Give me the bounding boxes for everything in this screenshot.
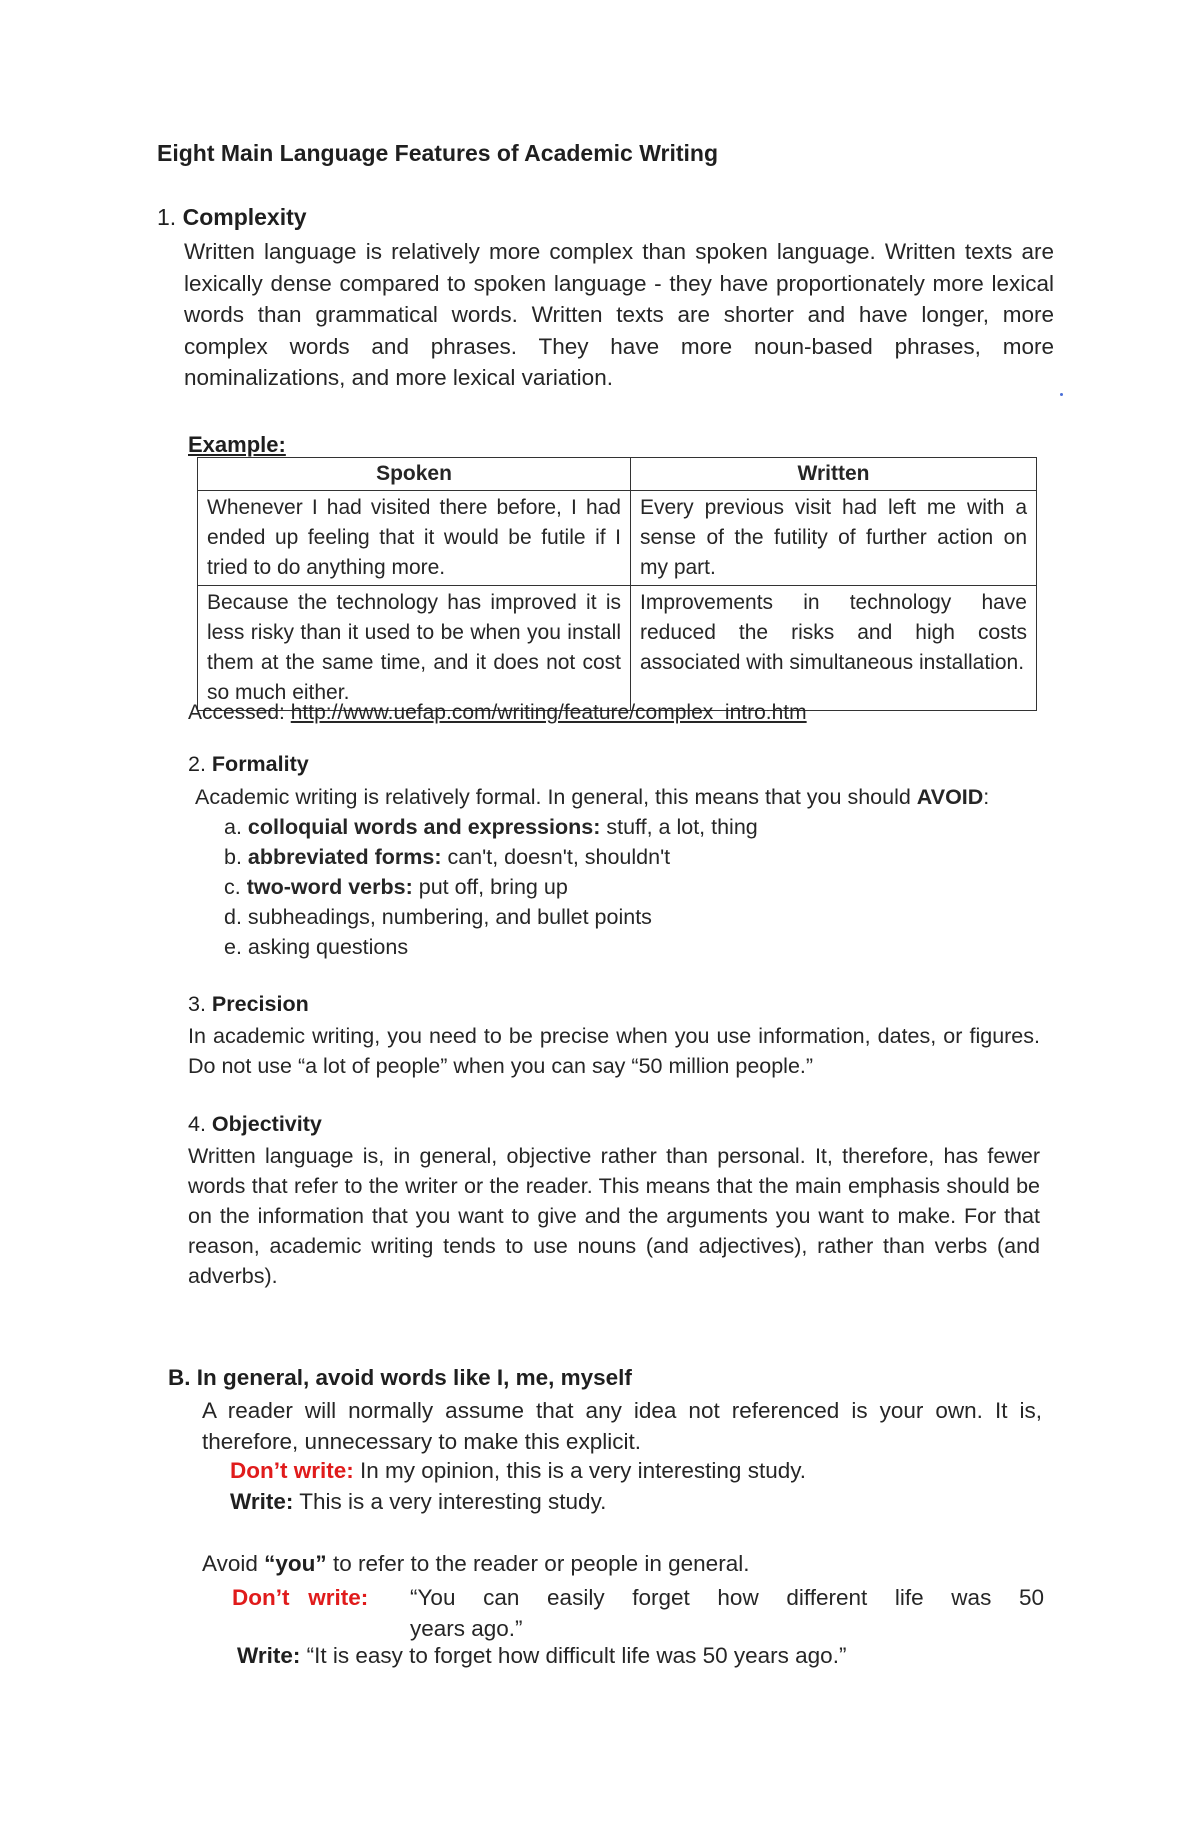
dont-write-you-line-2: years ago.” [410, 1616, 523, 1641]
intro-text: Academic writing is relatively formal. In general, this means that you should [195, 785, 911, 809]
section-title: Objectivity [211, 1112, 322, 1136]
write-text: “It is easy to forget how difficult life was 50 years ago.” [306, 1643, 847, 1668]
list-text: stuff, a lot, thing [606, 815, 758, 839]
column-header-written: Written [631, 458, 1037, 491]
list-term: two-word verbs: [246, 875, 413, 899]
section-title: Complexity [182, 204, 307, 230]
list-item [224, 902, 758, 932]
spoken-written-table [197, 457, 1037, 711]
table-row [198, 491, 1037, 586]
list-item [224, 842, 758, 872]
section-b-heading: B. In general, avoid words like I, me, myself [168, 1365, 632, 1390]
table-cell-spoken: Whenever I had visited there before, I had ended up feeling that it would be futile if I tried to do anything more. [198, 491, 631, 586]
dont-write-example [230, 1458, 806, 1484]
list-marker: c. [224, 875, 241, 899]
table-cell-written: Every previous visit had left me with a sense of the futility of further action on my part. [631, 491, 1037, 586]
section-objectivity-body: Written language is, in general, objective rather than personal. It, therefore, has fewer words that refer to the writer or the reader. This means that the main emphasis should be on the information that you want to give and the arguments you want to make. For that reason, academic writing tends to use nouns (and adjectives), rather than verbs (and adverbs). [188, 1144, 1040, 1288]
intro-end: : [983, 785, 990, 809]
dont-write-label: Don’t write: [232, 1585, 369, 1610]
section-formality-heading [188, 752, 309, 777]
avoid-you-pre: Avoid [202, 1551, 258, 1576]
section-number: 2. [188, 752, 206, 776]
write-label: Write: [237, 1643, 301, 1668]
table-cell-spoken: Because the technology has improved it is less risky than it used to be when you install them at the same time, and it does not cost so much either. [198, 586, 631, 711]
avoid-you-post: to refer to the reader or people in general. [332, 1551, 750, 1576]
page-title: Eight Main Language Features of Academic Writing [157, 140, 719, 166]
list-text: subheadings, numbering, and bullet points [247, 905, 652, 929]
list-text: put off, bring up [418, 875, 568, 899]
write-you-example [237, 1643, 846, 1669]
write-example [230, 1489, 606, 1515]
source-link[interactable]: http://www.uefap.com/writing/feature/complex_intro.htm [290, 701, 807, 724]
list-marker: d. [224, 905, 242, 929]
section-precision-body: In academic writing, you need to be precise when you use information, dates, or figures. Do not use “a lot of people” when you can say “50 million people.” [188, 1024, 1040, 1078]
section-number: 4. [188, 1112, 206, 1136]
dont-write-you-line-1: “You can easily forget how different life was 50 [410, 1585, 1044, 1610]
list-text: can't, doesn't, shouldn't [447, 845, 671, 869]
list-item [224, 812, 758, 842]
write-text: This is a very interesting study. [299, 1489, 607, 1514]
list-item [224, 872, 758, 902]
avoid-list [224, 812, 758, 962]
column-header-spoken: Spoken [198, 458, 631, 491]
list-term: colloquial words and expressions: [247, 815, 601, 839]
intro-emphasis: AVOID [916, 785, 984, 809]
table-cell-written: Improvements in technology have reduced the risks and high costs associated with simultaneous installation. [631, 586, 1037, 711]
section-title: Formality [211, 752, 309, 776]
list-text: asking questions [247, 935, 409, 959]
dont-write-text: In my opinion, this is a very interesting study. [360, 1458, 807, 1483]
section-b-body: A reader will normally assume that any idea not referenced is your own. It is, therefore, unnecessary to make this explicit. [202, 1398, 1042, 1454]
stray-mark [1060, 393, 1063, 396]
list-marker: e. [224, 935, 242, 959]
section-objectivity-heading [188, 1112, 322, 1137]
write-label: Write: [230, 1489, 294, 1514]
table-header-row [198, 458, 1037, 491]
section-formality-intro [195, 782, 1055, 812]
accessed-label: Accessed: [188, 701, 285, 724]
source-citation [188, 701, 807, 725]
dont-write-you-text [410, 1582, 1044, 1644]
example-label: Example: [188, 432, 286, 457]
section-complexity-body: Written language is relatively more complex than spoken language. Written texts are lexically dense compared to spoken language - they have proportionately more lexical words than grammatical words. Written texts are shorter and have longer, more complex words and phrases. They have more noun-based phrases, more nominalizations, and more lexical variation. [184, 239, 1054, 390]
list-marker: b. [224, 845, 242, 869]
list-item [224, 932, 758, 962]
section-title: Precision [211, 992, 309, 1016]
avoid-you-line [202, 1551, 749, 1577]
section-number: 3. [188, 992, 206, 1016]
avoid-you-word: “you” [264, 1551, 327, 1576]
section-precision-heading [188, 992, 309, 1017]
table-row [198, 586, 1037, 711]
dont-write-label: Don’t write: [230, 1458, 354, 1483]
list-marker: a. [224, 815, 242, 839]
list-term: abbreviated forms: [247, 845, 442, 869]
section-complexity-heading [157, 204, 307, 231]
section-number: 1. [157, 204, 177, 230]
